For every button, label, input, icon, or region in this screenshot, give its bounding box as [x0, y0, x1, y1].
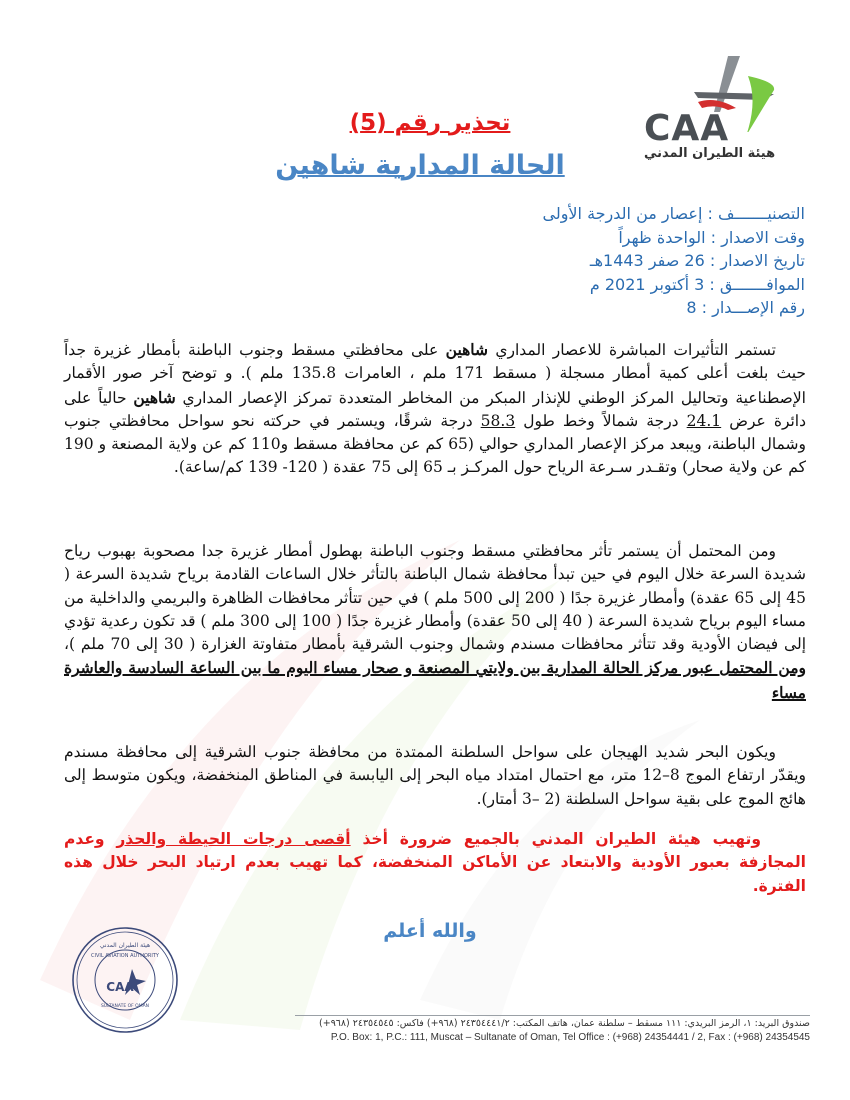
text-span: ومن المحتمل أن يستمر تأثر محافظتي مسقط وجنوب الباطنة بهطول أمطار غزيرة جدا مصحوبة بهبوب رياح شديدة السرعة خلال اليوم في حين تبدأ محافظة شمال الباطنة بالتأثر خلال الساعات القادمة برياح شديدة السرعة ( 45 إلى 65 عقدة) وأمطار غزيرة جدًا ( 200 إلى 500 ملم ) في حين تتأثر محافظات الظاهرة والبريمي والداخلية من مساء اليوم برياح شديدة السرعة ( 40 إلى 50 عقدة) وأمطار غزيرة جدًا ( 100 إلى 300 ملم ) قد تكون رعدية تؤدي إلى فيضان الأودية وقد تتأثر محافظات مسندم وشمال وجنوب الشرقية بأمطار متفاوتة الغزارة ( 30 إلى 70 ملم )،: [64, 542, 806, 654]
stamp-country: SULTANATE OF OMAN: [100, 1004, 150, 1009]
text-span: وعدم المجازفة بعبور الأودية والابتعاد عن الأماكن المنخفضة، كما تهيب بعدم ارتياد البحر خلال هذه الفترة.: [64, 830, 806, 895]
closing-phrase: والله أعلم: [383, 920, 477, 942]
paragraph-current-status: [64, 338, 806, 480]
landfall-emphasis: ومن المحتمل عبور مركز الحالة المدارية بين ولايتي المصنعة و صحار مساء اليوم ما بين الساعة السادسة والعاشرة مساء: [64, 658, 806, 702]
stamp-text-ar: هيئة الطيران المدني: [99, 942, 151, 949]
caa-logo: [636, 52, 776, 164]
storm-name: شاهين: [133, 387, 176, 407]
storm-title: الحالة المدارية شاهين: [275, 150, 565, 181]
text-span: وتهيب هيئة الطيران المدني بالجميع ضرورة أخذ: [350, 830, 761, 848]
text-span: حالياً على دائرة عرض: [64, 388, 807, 430]
footer-divider: [295, 1015, 810, 1016]
warning-title: تحذير رقم (5): [349, 110, 511, 136]
stamp-abbr: CAA: [106, 980, 134, 994]
footer-address-arabic: صندوق البريد: ١، الرمز البريدي: ١١١ مسقط – سلطنة عمان، هاتف المكتب: ٢٤٣٥٤٤٤١/٢ (٩٦٨+) فاكس: ٢٤٣٥٤٥٤٥ (٩٦٨+): [319, 1018, 810, 1029]
stamp-text-en: CIVIL AVIATION AUTHORITY: [91, 953, 159, 959]
latitude-value: 24.1: [686, 411, 722, 430]
issue-date-gregorian: الموافـــــــق : 3 أكتوبر 2021 م: [589, 274, 805, 294]
official-stamp: [70, 925, 180, 1035]
issue-date-hijri: تاريخ الاصدار : 26 صفر 1443هـ: [589, 251, 805, 270]
text-span: على محافظتي مسقط وجنوب الباطنة بأمطار غزيرة جداً حيث بلغت أعلى كمية أمطار مسجلة ( مسقط 171 ملم ، العامرات 135.8 ملم ). و توضح آخر صور الأقمار الإصطناعية وتحاليل المركز الوطني للإنذار المبكر من المخاطر المتعددة تمركز الإعصار المداري: [64, 341, 806, 407]
footer-address-english: P.O. Box: 1, P.C.: 111, Muscat – Sultanate of Oman, Tel Office : (+968) 24354441 / 2, Fax : (+968) 24354545: [330, 1032, 810, 1043]
text-span: درجة شمالاً وخط طول: [515, 411, 687, 430]
alert-emphasis: أقصى درجات الحيطة والحذر: [116, 830, 351, 848]
issue-time: وقت الاصدار : الواحدة ظهراً: [618, 227, 805, 247]
logo-abbr: CAA: [644, 108, 730, 149]
text-span: درجة شرقًا، ويستمر في حركته نحو سواحل محافظتي جنوب وشمال الباطنة، ويبعد مركز الإعصار المداري حوالي (65 كم عن محافظة مسقط و110 كم عن ولاية المصنعة و 190 كم عن ولاية صحار) وتقـدر سـرعة الرياح حول المركـز بـ 65 إلى 75 عقدة ( 120- 139 كم/ساعة).: [64, 411, 806, 477]
text-span: تستمر التأثيرات المباشرة للاعصار المداري: [488, 341, 776, 359]
bulletin-meta: [445, 202, 805, 320]
storm-name: شاهين: [445, 340, 489, 359]
classification: التصنيـــــــف : إعصار من الدرجة الأولى: [542, 204, 805, 223]
safety-alert: [64, 828, 806, 898]
longitude-value: 58.3: [480, 411, 516, 430]
issue-number: رقم الإصـــدار : 8: [686, 298, 805, 317]
paragraph-sea-state: ويكون البحر شديد الهيجان على سواحل السلطنة الممتدة من محافظة جنوب الشرقية إلى محافظة مسندم ويقدّر ارتفاع الموج 8–12 متر، مع احتمال امتداد مياه البحر إلى اليابسة في المناطق المنخفضة، ويكون متوسط إلى هائج الموج على بقية سواحل السلطنة (2 –3 أمتار).: [64, 743, 806, 808]
paragraph-forecast: [64, 540, 806, 705]
logo-arabic-name: هيئة الطيران المدني: [644, 146, 776, 161]
